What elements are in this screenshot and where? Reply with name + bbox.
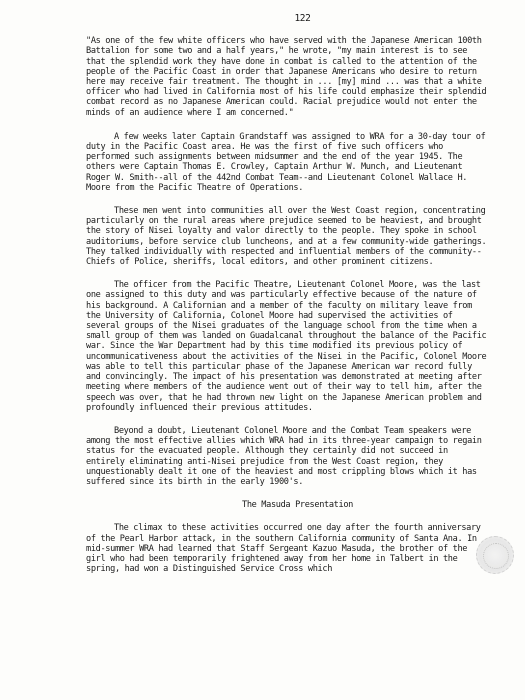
paragraph-1: A few weeks later Captain Grandstaff was assigned to WRA for a 30-day tour of duty in the Pacific Coast area. He was the first of five such officers who performed such assignments between midsummer and the end of the year 1945. The others were Captain Thomas E. Crowley, Captain Arthur W. Munch, and Lieutenant Roger W. Smith--all of the 442nd Combat Team--and Lieutenant Colonel Wallace H. Moore from the Pacific Theatre of Operations. [86,131,486,193]
archive-stamp-mark [476,536,514,574]
archive-stamp-inner-ring [483,543,509,569]
section-heading: The Masuda Presentation [242,500,353,511]
quote-text: "As one of the few white officers who have served with the Japanese American 100th Battalion for some two and a half years," he wrote, "my main interest is to see that the splendid work they have done in combat is called to the attention of the people of the Pacific Coast in order that Japanese Americans who desire to return here may receive fair treatment. The thought in ... [my] mind ... was that a white officer who had lived in California most of his life could emphasize their splendid combat record as no Japanese American could. Racial prejudice would not enter the minds of an audience where I am concerned." [86,36,487,118]
paragraph-3: The officer from the Pacific Theatre, Lieutenant Colonel Moore, was the last one assigned to this duty and was particularly effective because of the nature of his background. A Californian and a member of the faculty on military leave from the University of California, Colonel Moore had supervised the activities of several groups of the Nisei graduates of the language school from the time when a small group of them was landed on Guadalcanal throughout the balance of the Pacific war. Since the War Department had by this time modified its previous policy of uncommunicativeness about the activities of the Nisei in the Pacific, Colonel Moore was able to tell this particular phase of the Japanese American war record fully and convincingly. The impact of his presentation was demonstrated at meeting after meeting where members of the audience went out of their way to tell him, after the speech was over, that he had thrown new light on the Japanese American problem and profoundly influenced their previous attitudes. [86,280,487,413]
paragraph-2: These men went into communities all over the West Coast region, concentrating particularly on the rural areas where prejudice seemed to be heaviest, and brought the story of Nisei loyalty and valor directly to the people. They spoke in school auditoriums, before service club luncheons, and at a few community-wide gatherings. They talked individually with respected and influential members of the community--Chiefs of Police, sheriffs, local editors, and other prominent citizens. [86,206,487,268]
paragraph-4: Beyond a doubt, Lieutenant Colonel Moore and the Combat Team speakers were among the most effective allies which WRA had in its three-year campaign to regain status for the evacuated people. Although they certainly did not succeed in entirely eliminating anti-Nisei prejudice from the West Coast region, they unquestionably dealt it one of the heaviest and most crippling blows which it has suffered since its birth in the early 1900's. [86,425,482,487]
paragraph-5: The climax to these activities occurred one day after the fourth anniversary of the Pearl Harbor attack, in the southern California community of Santa Ana. In mid-summer WRA had learned that Staff Sergeant Kazuo Masuda, the brother of the girl who had been temporarily frightened away from her home in Talbert in the spring, had won a Distinguished Service Cross which [86,523,481,575]
page-number: 122 [294,13,311,24]
block-quote [86,36,489,118]
